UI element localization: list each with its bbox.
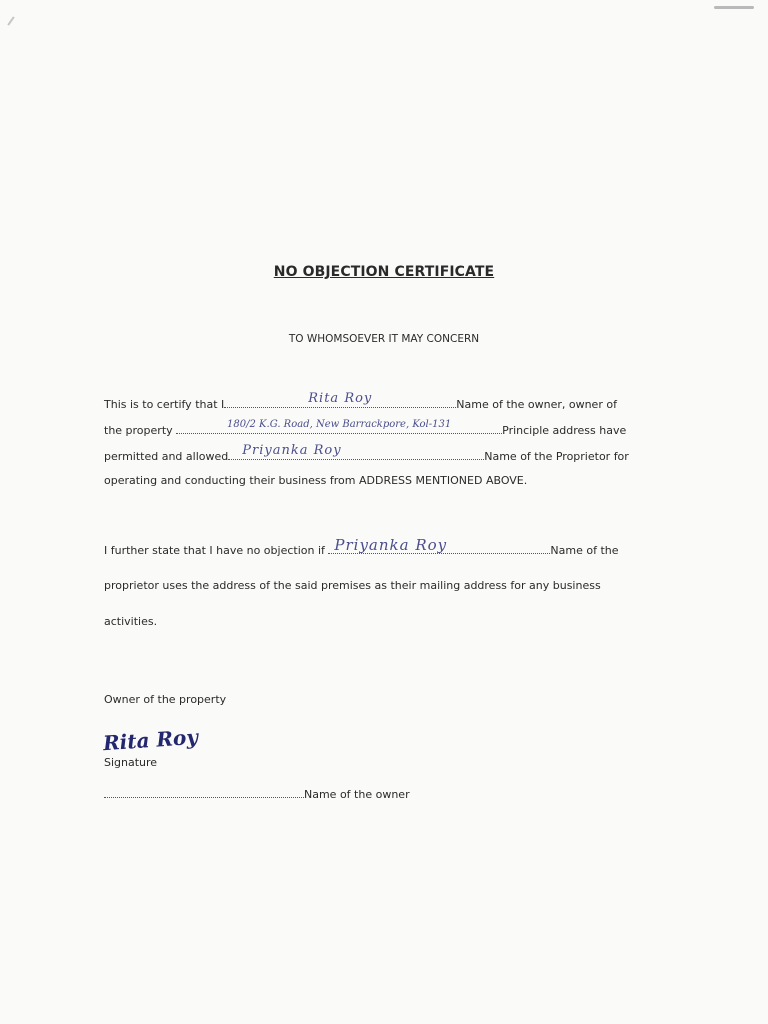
owner-label: Owner of the property [104,693,227,706]
proprietor-name-field [228,443,484,460]
para2-proprietor-handwritten: Priyanka Roy [334,536,448,554]
certify-line-2 [104,419,627,438]
certificate-title: NO OBJECTION CERTIFICATE [273,264,495,280]
owner-name-handwritten: Rita Roy [308,391,373,406]
proprietor-name-handwritten: Priyanka Roy [242,443,342,458]
salutation: TO WHOMSOEVER IT MAY CONCERN [288,333,480,345]
line2-suffix: Principle address have [502,424,627,437]
owner-name-blank [104,787,304,798]
line3-prefix: permitted and allowed [104,450,229,463]
para2-suffix: Name of the [550,544,619,557]
name-of-owner-label: Name of the owner [304,788,410,801]
property-address-handwritten: 180/2 K.G. Road, New Barrackpore, Kol-131 [227,419,452,430]
certify-line-3 [104,443,629,464]
objection-line-3: activities. [104,615,158,628]
objection-line-2: proprietor uses the address of the said premises as their mailing address for any business [104,579,601,592]
line1-prefix: This is to certify that I [104,398,225,411]
scan-artifact [7,16,14,25]
para2-proprietor-field [328,536,550,554]
certify-line-4: operating and conducting their business from ADDRESS MENTIONED ABOVE. [104,474,528,487]
property-address-field [176,419,502,434]
line2-prefix: the property [104,424,173,437]
owner-signature: Rita Roy [102,724,199,756]
scan-artifact [714,6,754,9]
para2-prefix: I further state that I have no objection if [104,544,325,557]
certify-line-1 [104,391,617,412]
line3-suffix: Name of the Proprietor for [484,450,629,463]
objection-line-1 [104,536,619,558]
owner-name-field [224,391,456,408]
signature-label: Signature [104,756,158,769]
line1-suffix: Name of the owner, owner of [456,398,617,411]
name-of-owner-line [104,787,410,802]
